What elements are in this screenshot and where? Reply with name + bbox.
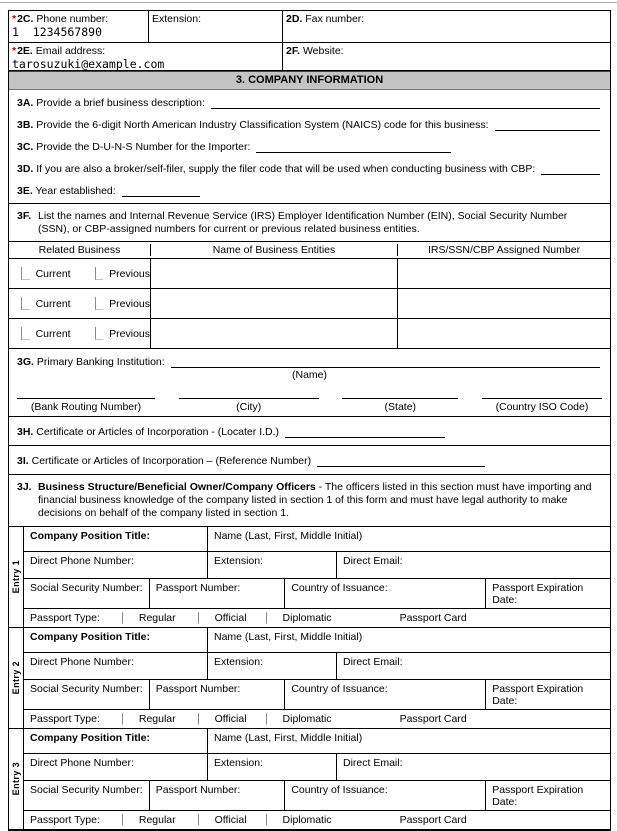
field-3e-label: 3E. Year established: [17,185,116,197]
business-entity-name-cell[interactable] [151,259,398,288]
section3-header: 3. COMPANY INFORMATION [9,71,610,90]
regular-label: Regular [138,814,176,826]
bank-routing-input-line[interactable] [17,397,155,399]
entry-row-passport [24,680,610,710]
row-2c-ext-2d [9,11,610,43]
bank-routing-caption: (Bank Routing Number) [30,401,142,413]
entry-row-phone [24,653,610,680]
extension-cell[interactable]: Extension: [208,653,337,679]
bank-country-caption: (Country ISO Code) [495,401,589,413]
current-checkbox[interactable] [21,327,30,340]
diplomatic-label: Diplomatic [282,612,332,624]
page-top-rule [0,2,617,3]
direct-phone-cell[interactable]: Direct Phone Number: [24,754,208,780]
bank-state-field [342,397,458,413]
officer-name-cell[interactable]: Name (Last, First, Middle Initial) [214,631,363,643]
assigned-number-cell[interactable] [398,259,610,288]
field-3d [17,162,602,175]
field-3d-label: 3D. If you are also a broker/self-filer, supply the filer code that will be used when conducting business with CBP: [17,163,536,175]
col-related-business: Related Business [9,244,151,256]
officer-name-cell[interactable]: Name (Last, First, Middle Initial) [214,530,363,542]
field-3j-label: 3J. Business Structure/Beneficial Owner/Company Officers - The officers listed in this section must have importing and financial business knowledge of the company listed in section 1 of this form and must have legal authority to make decisions on behalf of the company listed in section 1. [17,481,592,519]
entry-row-phone [24,754,610,781]
field-3i [9,446,610,475]
direct-phone-cell[interactable]: Direct Phone Number: [24,552,208,578]
field-3f [9,204,610,349]
officer-name-cell[interactable]: Name (Last, First, Middle Initial) [214,732,363,744]
passport-expiration-cell[interactable]: Passport Expiration Date: [492,582,584,606]
importer-form [8,10,611,831]
field-3j-text: - The officers listed in this section must have importing and financial business knowledge of the company listed in section 1 of this form and must have legal authority to make decisions on behalf of the company listed in section 1. [38,481,592,519]
company-position-title-cell[interactable]: Company Position Title: [24,527,208,551]
country-of-issuance-cell[interactable]: Country of Issuance: [285,579,486,608]
passport-card-label: Passport Card [399,713,467,725]
passport-expiration-cell[interactable]: Passport Expiration Date: [492,784,584,808]
field-3h [9,417,610,446]
company-position-title-cell[interactable]: Company Position Title: [24,729,208,753]
extension-cell[interactable]: Extension: [208,754,337,780]
field-3g [9,349,610,417]
bank-name-caption: (Name) [291,369,327,381]
email-value[interactable]: tarosuzuki@example.com [12,57,165,71]
direct-email-cell[interactable]: Direct Email: [343,757,403,769]
diplomatic-checkbox[interactable] [266,612,276,624]
regular-checkbox[interactable] [122,713,132,725]
field-extension[interactable] [149,11,283,42]
required-asterisk: * [12,45,17,57]
passport-card-label: Passport Card [399,814,467,826]
entry-row-passport-type [24,811,610,829]
official-checkbox[interactable] [198,612,208,624]
website-label: Website: [302,45,344,57]
ssn-cell[interactable]: Social Security Number: [24,680,150,709]
field-3e [17,184,602,197]
ssn-cell[interactable]: Social Security Number: [24,579,150,608]
bank-country-field [482,397,602,413]
field-3j-title: Business Structure/Beneficial Owner/Company Officers [38,481,316,493]
row-2e-2f [9,43,610,71]
previous-label: Previous [109,297,150,310]
entry-3-side-label: Entry 3 [9,729,24,829]
business-entity-name-cell[interactable] [151,289,398,318]
officer-entry-3 [9,728,610,829]
field-website[interactable]: 2F. Website: [286,45,344,57]
regular-label: Regular [138,713,176,725]
regular-label: Regular [138,612,176,624]
country-of-issuance-cell[interactable]: Country of Issuance: [285,781,486,810]
field-3a-input-line[interactable] [211,96,600,109]
field-3b [17,118,602,131]
entry-1-side-label: Entry 1 [9,527,24,627]
regular-checkbox[interactable] [122,612,132,624]
related-business-cell [9,289,151,318]
official-label: Official [214,713,247,725]
bank-city-field [179,397,319,413]
current-label: Current [35,297,71,310]
entry-row-passport-type [24,710,610,728]
current-label: Current [35,267,71,280]
field-3i-label: 3I. Certificate or Articles of Incorporation – (Reference Number) [17,455,312,467]
field-3a-label: 3A. Provide a brief business description: [17,97,205,109]
field-3h-label: 3H. Certificate or Articles of Incorporation - (Locater I.D.) [17,426,280,438]
passport-type-label: Passport Type: [30,612,100,624]
field-3f-label: 3F. List the names and Internal Revenue Service (IRS) Employer Identification Number (EIN), Social Security Number (SSN), or CBP-assigned numbers for current or previous related business entities. [17,210,568,235]
bank-city-input-line[interactable] [179,397,319,399]
field-fax-number[interactable]: 2D. Fax number: [286,13,365,25]
related-business-table-header [9,242,610,259]
country-of-issuance-cell[interactable]: Country of Issuance: [285,680,486,709]
related-business-row [9,259,610,289]
related-business-table [9,241,610,349]
fields-3a-3e [9,90,610,204]
related-business-row [9,289,610,319]
previous-label: Previous [109,327,150,340]
direct-email-cell[interactable]: Direct Email: [343,555,403,567]
bank-state-input-line[interactable] [342,397,458,399]
field-3h-input-line[interactable] [285,425,445,438]
passport-card-label: Passport Card [399,612,467,624]
related-business-cell [9,319,151,348]
entry-row-phone [24,552,610,579]
extension-cell[interactable]: Extension: [208,552,337,578]
company-position-title-cell[interactable]: Company Position Title: [24,628,208,652]
business-entity-name-cell[interactable] [151,319,398,348]
related-business-cell [9,259,151,288]
bank-details-row [17,397,602,413]
bank-name-line [17,355,602,368]
phone-value[interactable]: 1 1234567890 [12,25,103,39]
entry-row-title-name [24,729,610,754]
assigned-number-cell[interactable] [398,319,610,348]
current-checkbox[interactable] [21,297,30,310]
field-3i-input-line[interactable] [317,454,485,467]
entry-2-side-label: Entry 2 [9,628,24,728]
related-business-row [9,319,610,349]
col-name-of-business-entities: Name of Business Entities [151,244,398,256]
passport-number-cell[interactable]: Passport Number: [150,781,286,810]
diplomatic-label: Diplomatic [282,814,332,826]
ssn-cell[interactable]: Social Security Number: [24,781,150,810]
field-email-address[interactable] [9,43,283,70]
fax-label: Fax number: [305,13,365,25]
entry-row-title-name [24,527,610,552]
previous-label: Previous [109,267,150,280]
passport-number-cell[interactable]: Passport Number: [150,579,286,608]
bank-country-input-line[interactable] [482,397,602,399]
bank-routing-field [17,397,155,413]
phone-label: *2C. Phone number: [12,13,109,25]
officer-entry-2 [9,627,610,728]
previous-checkbox[interactable] [95,327,104,340]
passport-number-cell[interactable]: Passport Number: [150,680,286,709]
field-phone-number[interactable] [9,11,149,42]
direct-email-cell[interactable]: Direct Email: [343,656,403,668]
previous-checkbox[interactable] [95,297,104,310]
current-checkbox[interactable] [21,267,30,280]
field-3b-input-line[interactable] [495,118,600,131]
bank-name-input-line[interactable] [171,355,600,368]
entry-row-passport [24,579,610,609]
required-asterisk: * [12,13,17,25]
field-3d-input-line[interactable] [541,162,600,175]
field-3g-label: 3G. Primary Banking Institution: [17,356,165,368]
field-3b-label: 3B. Provide the 6-digit North American Industry Classification System (NAICS) code for this business: [17,119,489,131]
email-label: *2E. Email address: [12,45,106,57]
regular-checkbox[interactable] [122,814,132,826]
entry-row-passport-type [24,609,610,627]
previous-checkbox[interactable] [95,267,104,280]
official-checkbox[interactable] [198,713,208,725]
diplomatic-checkbox[interactable] [266,814,276,826]
entry-row-passport [24,781,610,811]
col-irs-ssn-cbp-number: IRS/SSN/CBP Assigned Number [427,244,581,256]
bank-city-caption: (City) [236,401,262,413]
diplomatic-label: Diplomatic [282,713,332,725]
passport-type-label: Passport Type: [30,814,100,826]
assigned-number-cell[interactable] [398,289,610,318]
direct-phone-cell[interactable]: Direct Phone Number: [24,653,208,679]
extension-label: Extension: [152,13,202,25]
field-3a [17,96,602,109]
entry-row-title-name [24,628,610,653]
passport-type-label: Passport Type: [30,713,100,725]
official-label: Official [214,814,247,826]
field-3e-input-line[interactable] [122,184,200,197]
current-label: Current [35,327,71,340]
field-3c-label: 3C. Provide the D-U-N-S Number for the Importer: [17,141,251,153]
field-3c-input-line[interactable] [256,140,451,153]
bank-state-caption: (State) [384,401,417,413]
field-3c [17,140,602,153]
official-checkbox[interactable] [198,814,208,826]
passport-expiration-cell[interactable]: Passport Expiration Date: [492,683,584,707]
diplomatic-checkbox[interactable] [266,713,276,725]
official-label: Official [214,612,247,624]
officer-entry-1 [9,526,610,627]
